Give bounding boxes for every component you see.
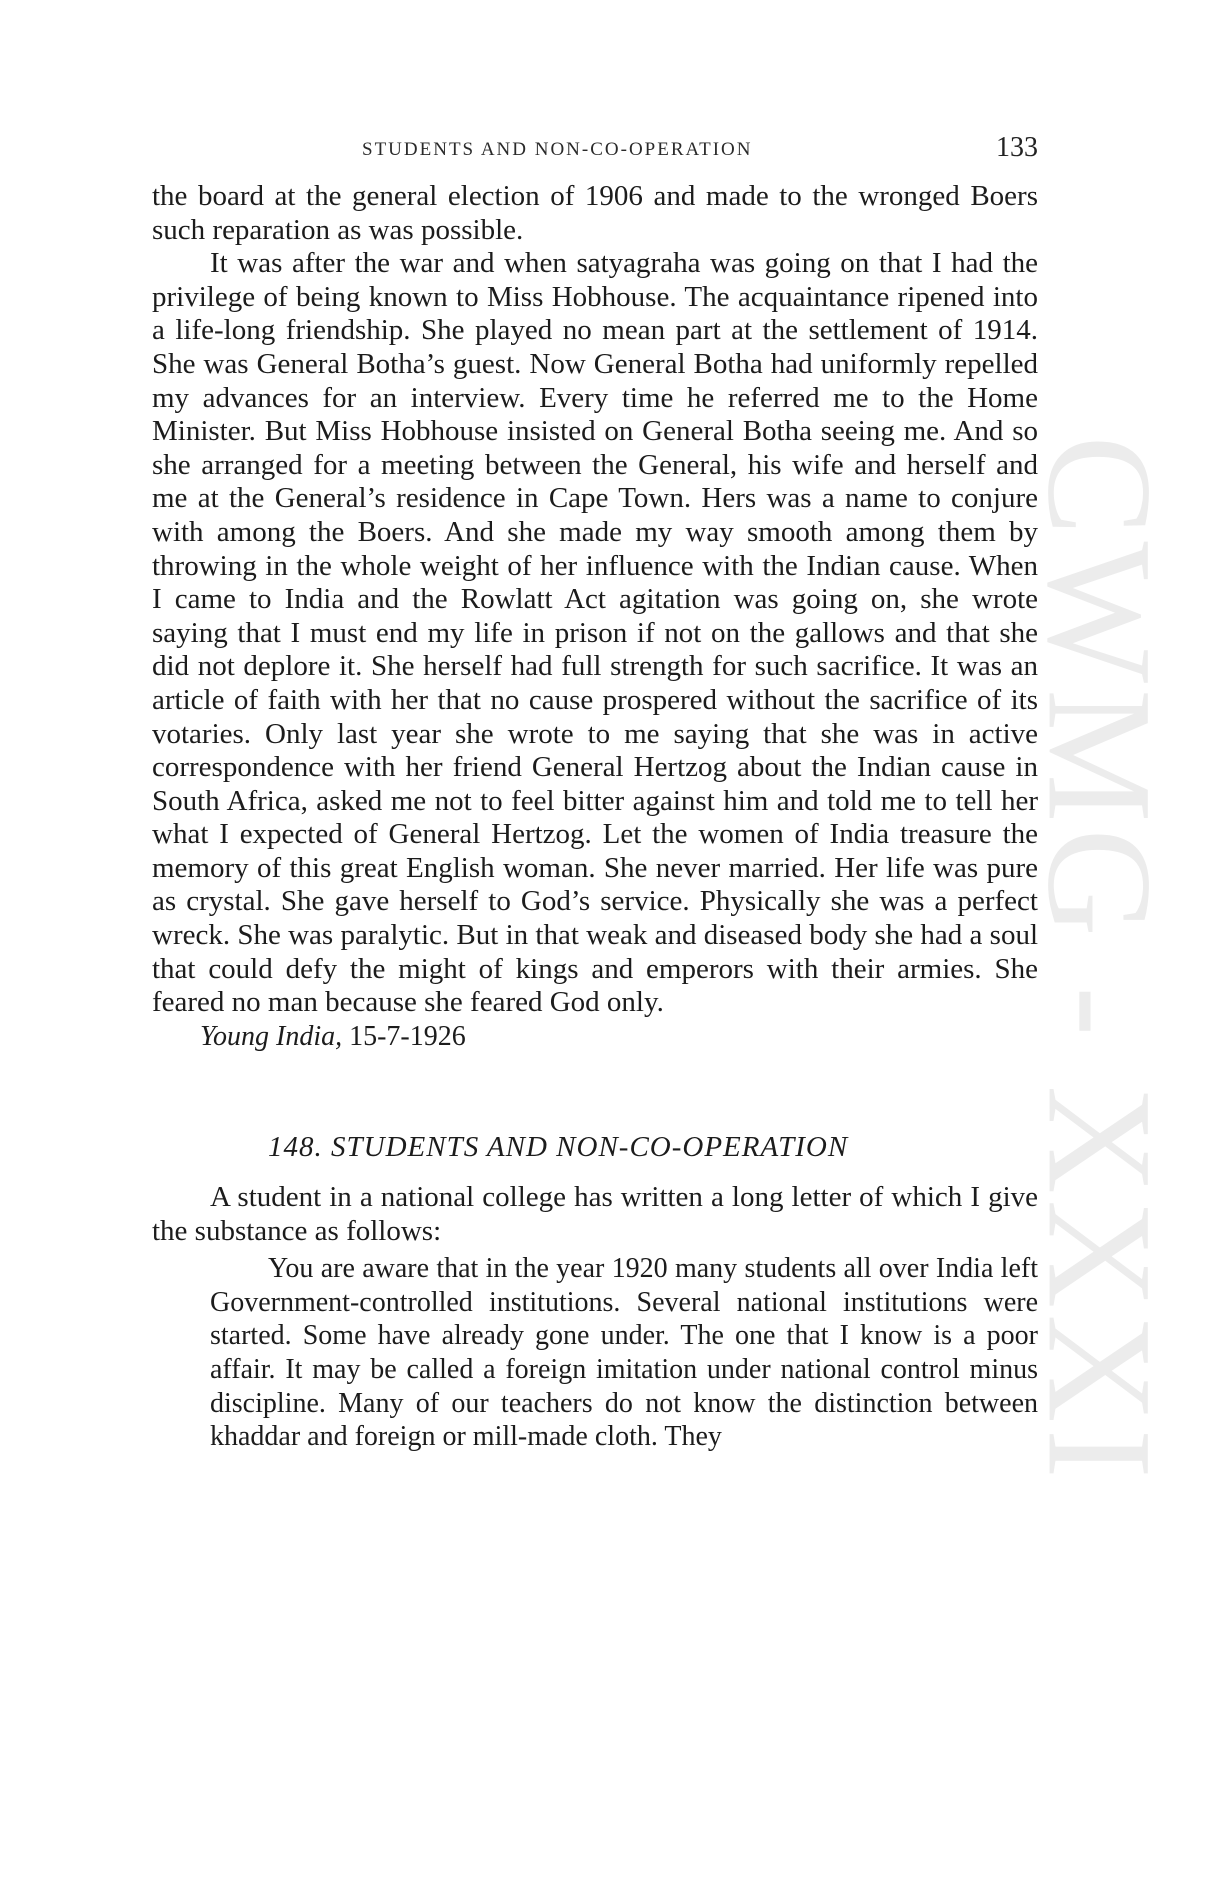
page-number: 133 [996, 132, 1038, 163]
article-quote: You are aware that in the year 1920 many students all over India left Government-controlled institutions. Several national institutions were started. Some have already gone under. The one that I know is a poor affair. It may be called a foreign imitation under national control minus discipline. Many of our teachers do not know the distinction between khaddar and foreign or mill-made cloth. They [210, 1253, 1038, 1453]
running-head: STUDENTS AND NON-CO-OPERATION [362, 139, 753, 160]
paragraph-continued: the board at the general election of 1906 and made to the wronged Boers such reparation as was possible. [152, 180, 1038, 246]
page-body [152, 180, 1038, 1454]
page-header [152, 132, 1038, 168]
watermark [1017, 435, 1184, 1485]
source-publication: Young India, [200, 1020, 343, 1052]
paragraph-hobhouse: It was after the war and when satyagraha was going on that I had the privilege of being known to Miss Hobhouse. The acquaintance ripened into a life-long friendship. She played no mean part at the settlement of 1914. She was General Botha’s guest. Now General Botha had uniformly repelled my advances for an interview. Every time he referred me to the Home Minister. But Miss Hobhouse insisted on General Botha seeing me. And so she arranged for a meeting between the General, his wife and herself and me at the General’s residence in Cape Town. Hers was a name to conjure with among the Boers. And she made my way smooth among them by throwing in the whole weight of her influence with the Indian cause. When I came to India and the Rowlatt Act agitation was going on, she wrote saying that I must end my life in prison if not on the gallows and that she did not deplore it. She herself had full strength for such sacrifice. It was an article of faith with her that no cause prospered without the sacrifice of its votaries. Only last year she wrote to me saying that she was in active correspondence with her friend General Hertzog about the Indian cause in South Africa, asked me not to feel bitter against him and told me to tell her what I expected of General Hertzog. Let the women of India treasure the memory of this great English woman. She never married. Her life was pure as crystal. She gave herself to God’s service. Physically she was a perfect wreck. She was paralytic. But in that weak and diseased body she had a soul that could defy the might of kings and emperors with their armies. She feared no man because she feared God only. [152, 247, 1038, 1019]
source-date: 15-7-1926 [349, 1020, 466, 1052]
source-citation [152, 1020, 1038, 1054]
watermark-text: CWMG - XXXI [1017, 435, 1184, 1485]
article-intro: A student in a national college has written a long letter of which I give the substance as follows: [152, 1181, 1038, 1247]
article-title: 148. STUDENTS AND NON-CO-OPERATION [268, 1131, 849, 1164]
